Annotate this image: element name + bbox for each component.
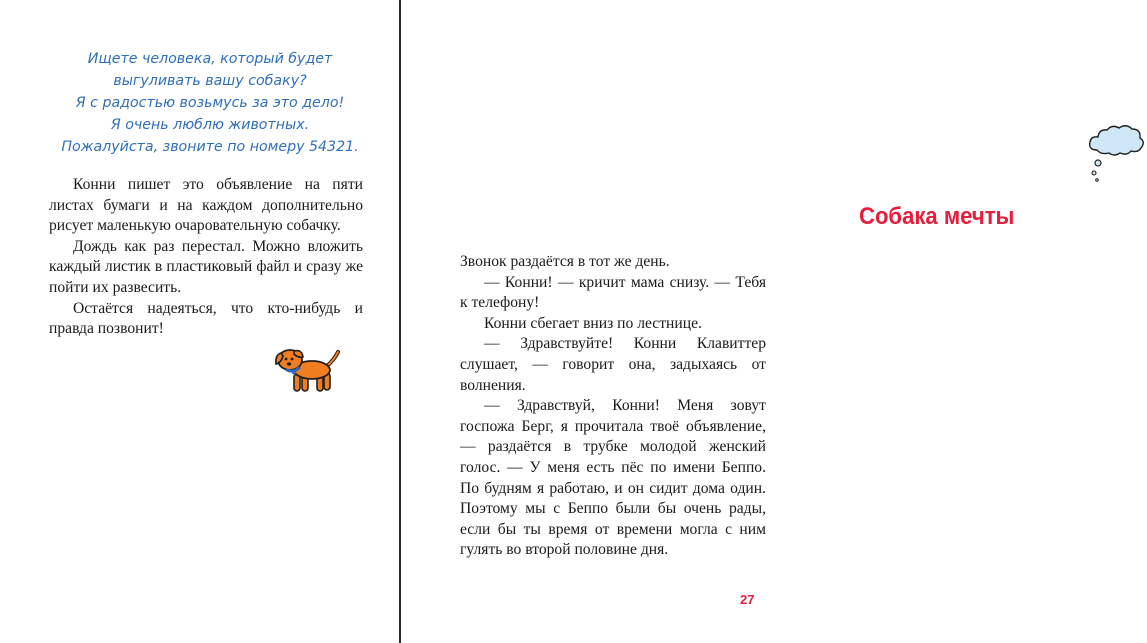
dog-walking-ad xyxy=(40,48,380,158)
ad-line: Пожалуйста, звоните по номеру 54321. xyxy=(61,139,359,155)
ad-line: выгуливать вашу собаку? xyxy=(113,73,307,89)
left-page xyxy=(0,0,399,643)
paragraph: — Здравствуйте! Конни Клавиттер слушает, — говорит она, задыхаясь от волнения. xyxy=(460,335,766,394)
ad-line: Я с радостью возьмусь за это дело! xyxy=(75,95,345,111)
ad-line: Ищете человека, который будет xyxy=(87,51,333,67)
paragraph: Дождь как раз перестал. Можно вложить каждый листик в пластиковый файл и сразу же пойти их развесить. xyxy=(49,237,363,296)
chapter-title: Собака мечты xyxy=(859,203,1015,230)
paragraph: Остаётся надеяться, что кто-нибудь и правда позвонит! xyxy=(49,299,363,338)
paragraph: Конни сбегает вниз по лестнице. xyxy=(484,314,702,332)
right-body-text xyxy=(460,252,766,561)
page-number: 27 xyxy=(740,592,755,607)
paragraph: Конни пишет это объявление на пяти листах бумаги и на каждом дополнительно рисует маленькую очаровательную собачку. xyxy=(49,176,363,235)
small-orange-dog-icon xyxy=(272,344,342,394)
thought-cloud-icon xyxy=(1085,120,1147,184)
paragraph: — Здравствуй, Конни! Меня зовут госпожа Берг, я прочитала твоё объявление, — раздаётся в трубке молодой женский голос. — У меня есть пёс по имени Беппо. По будням я работаю, и он сидит дома один. Поэтому мы с Беппо были бы очень рады, если бы ты время от времени могла с ним гулять во второй половине дня. xyxy=(460,397,766,559)
paragraph: Звонок раздаётся в тот же день. xyxy=(460,253,670,270)
left-body-text xyxy=(49,175,363,340)
ad-line: Я очень люблю животных. xyxy=(110,117,310,133)
paragraph: — Конни! — кричит мама снизу. — Тебя к телефону! xyxy=(460,273,766,312)
